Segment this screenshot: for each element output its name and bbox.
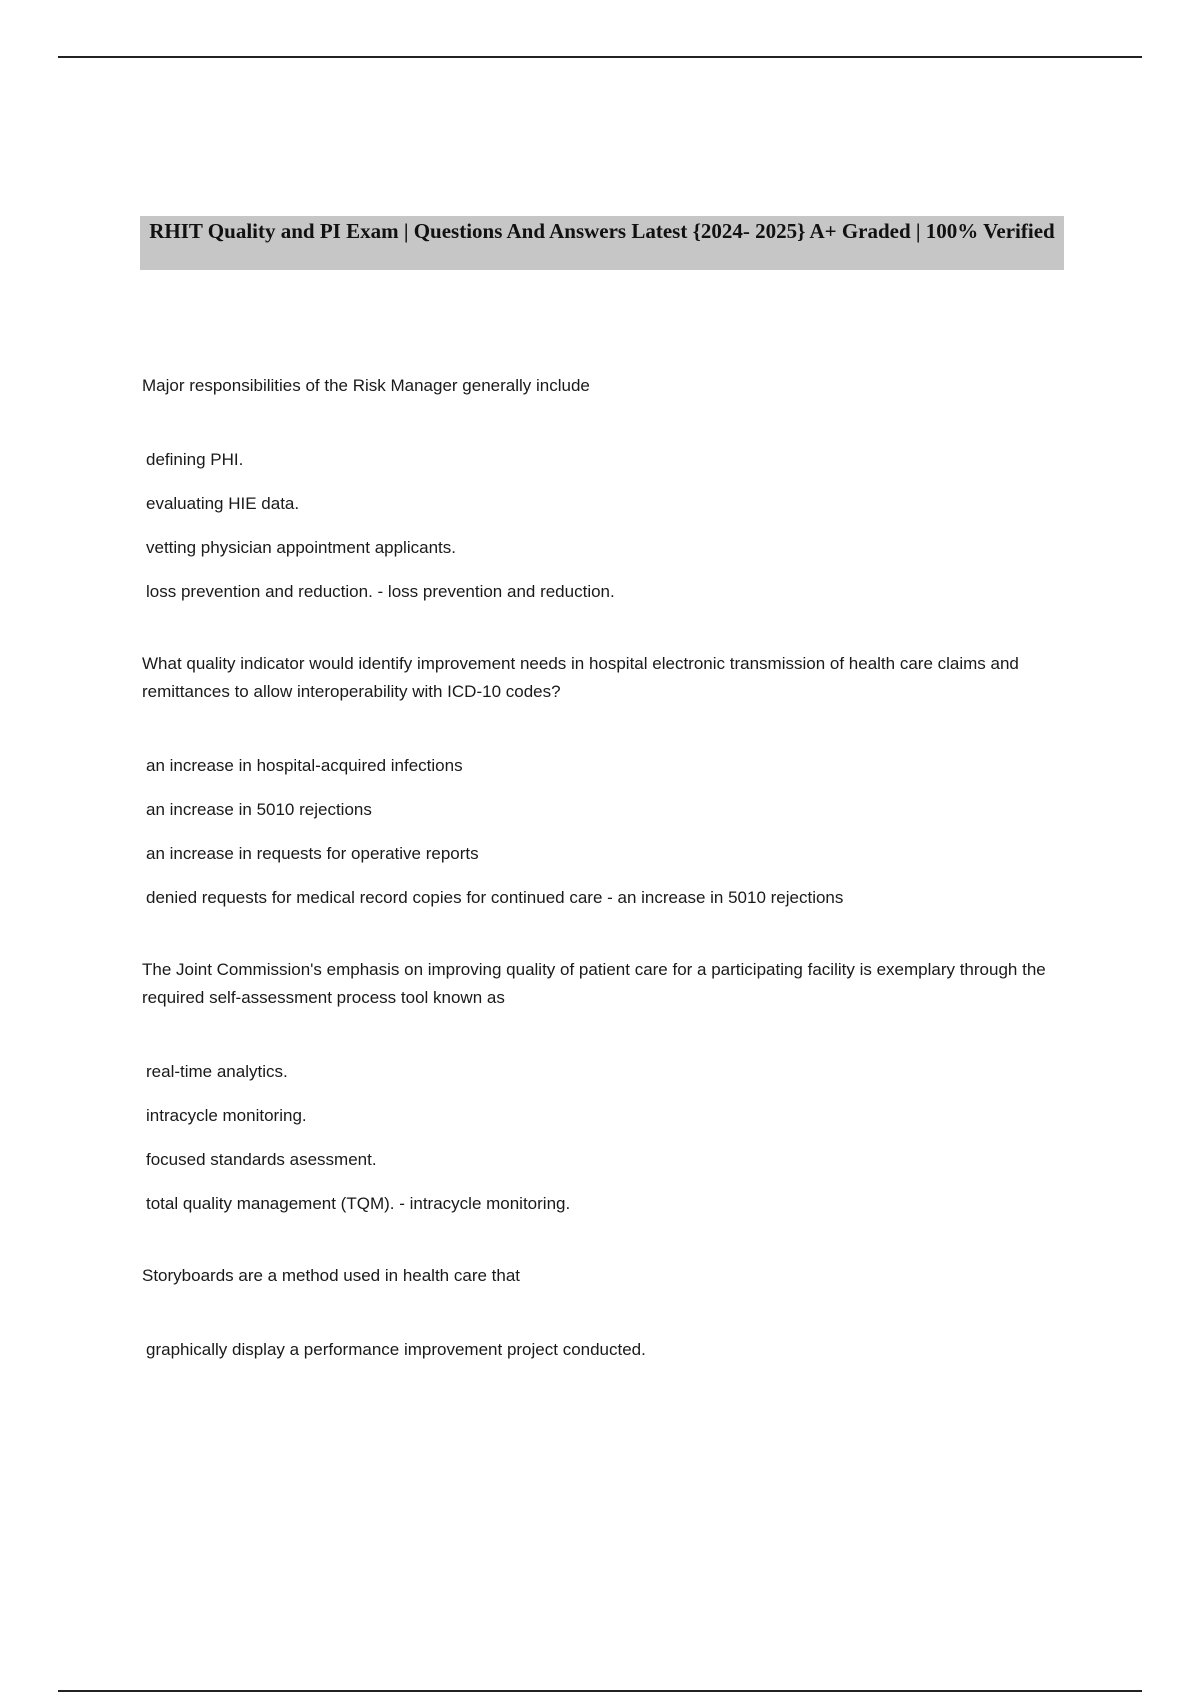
question-text: Storyboards are a method used in health care that xyxy=(142,1266,521,1285)
answer-option: graphically display a performance improvement project conducted. xyxy=(146,1340,646,1359)
answer-option: loss prevention and reduction. - loss prevention and reduction. xyxy=(146,582,615,601)
answer-options xyxy=(146,1336,1062,1364)
top-rule xyxy=(58,56,1142,58)
document-title: RHIT Quality and PI Exam | Questions And Answers Latest {2024- 2025} A+ Graded | 100% Verified xyxy=(140,216,1064,270)
answer-option: real-time analytics. xyxy=(146,1062,288,1081)
answer-option: total quality management (TQM). - intracycle monitoring. xyxy=(146,1194,571,1213)
answer-option: an increase in requests for operative reports xyxy=(146,844,479,863)
qa-content xyxy=(142,372,1062,1406)
answer-option: defining PHI. xyxy=(146,450,244,469)
answer-options xyxy=(146,446,1062,606)
answer-options xyxy=(146,752,1062,912)
answer-option: denied requests for medical record copies for continued care - an increase in 5010 rejections xyxy=(146,888,844,907)
answer-option: an increase in hospital-acquired infections xyxy=(146,756,463,775)
question-text: The Joint Commission's emphasis on improving quality of patient care for a participating facility is exemplary through the required self-assessment process tool known as xyxy=(142,960,1046,1007)
answer-option: focused standards asessment. xyxy=(146,1150,377,1169)
qa-block xyxy=(142,1262,1062,1364)
qa-block xyxy=(142,956,1062,1218)
bottom-rule xyxy=(58,1690,1142,1692)
answer-option: intracycle monitoring. xyxy=(146,1106,307,1125)
qa-block xyxy=(142,372,1062,606)
answer-option: vetting physician appointment applicants. xyxy=(146,538,456,557)
question-text: Major responsibilities of the Risk Manager generally include xyxy=(142,376,590,395)
answer-option: an increase in 5010 rejections xyxy=(146,800,372,819)
question-text: What quality indicator would identify improvement needs in hospital electronic transmission of health care claims and remittances to allow interoperability with ICD-10 codes? xyxy=(142,654,1019,701)
answer-option: evaluating HIE data. xyxy=(146,494,300,513)
qa-block xyxy=(142,650,1062,912)
answer-options xyxy=(146,1058,1062,1218)
